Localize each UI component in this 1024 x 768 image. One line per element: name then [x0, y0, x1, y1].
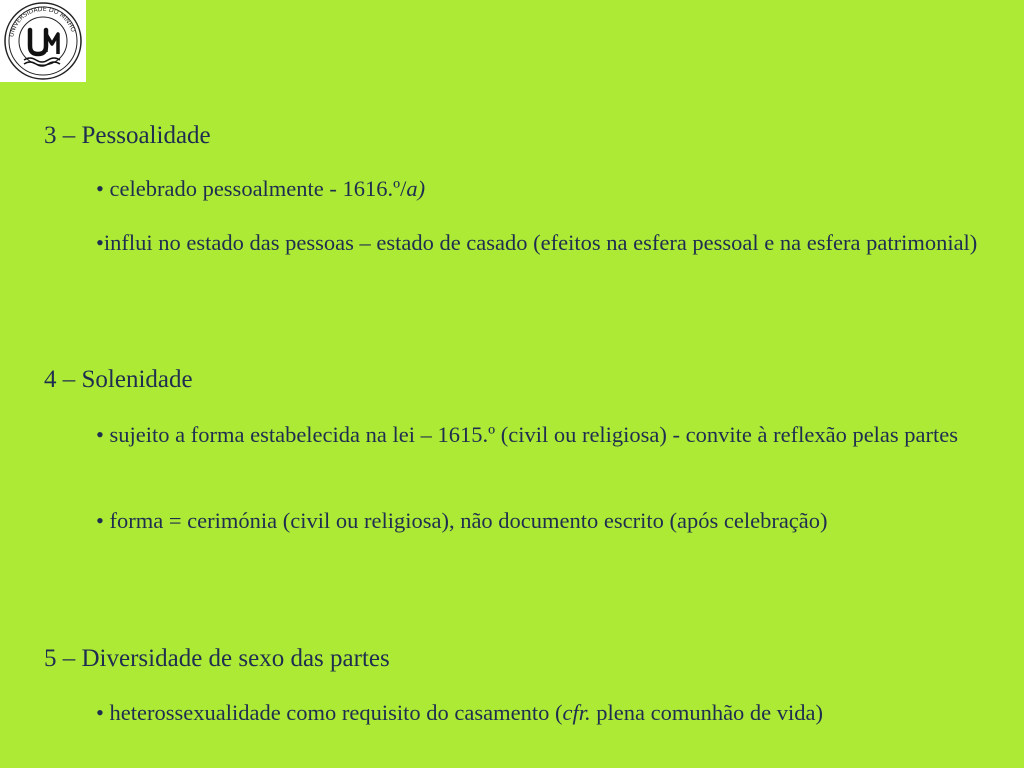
university-seal-icon	[0, 0, 86, 82]
bullet-sujeito-forma	[96, 419, 996, 450]
logo-ring-text: UNIVERSIDADE DO MINHO	[8, 5, 77, 38]
bullet-celebrado-pessoalmente	[96, 173, 996, 204]
bullet-text-after: plena comunhão de vida)	[590, 700, 824, 725]
bullet-text: • heterossexualidade como requisito do casamento (	[96, 700, 563, 725]
bullet-text: • forma = cerimónia (civil ou religiosa), não documento escrito (após celebração)	[96, 508, 828, 533]
bullet-text: •influi no estado das pessoas – estado de casado (efeitos na esfera pessoal e na esfera patrimonial)	[96, 230, 978, 255]
bullet-influi-estado	[96, 227, 996, 258]
bullet-text: • celebrado pessoalmente - 1616.º/	[96, 176, 407, 201]
bullet-italic-text: a)	[406, 176, 426, 201]
university-logo	[0, 0, 86, 82]
section-heading-pessoalidade: 3 – Pessoalidade	[44, 122, 211, 149]
bullet-forma-cerimonia	[96, 505, 996, 536]
bullet-text: • sujeito a forma estabelecida na lei – 1615.º (civil ou religiosa) - convite à reflexão pelas partes	[96, 422, 959, 447]
bullet-italic-text: cfr.	[562, 700, 591, 725]
section-heading-diversidade-sexo: 5 – Diversidade de sexo das partes	[44, 645, 390, 672]
bullet-heterossexualidade	[96, 697, 996, 728]
section-heading-solenidade: 4 – Solenidade	[44, 366, 193, 393]
